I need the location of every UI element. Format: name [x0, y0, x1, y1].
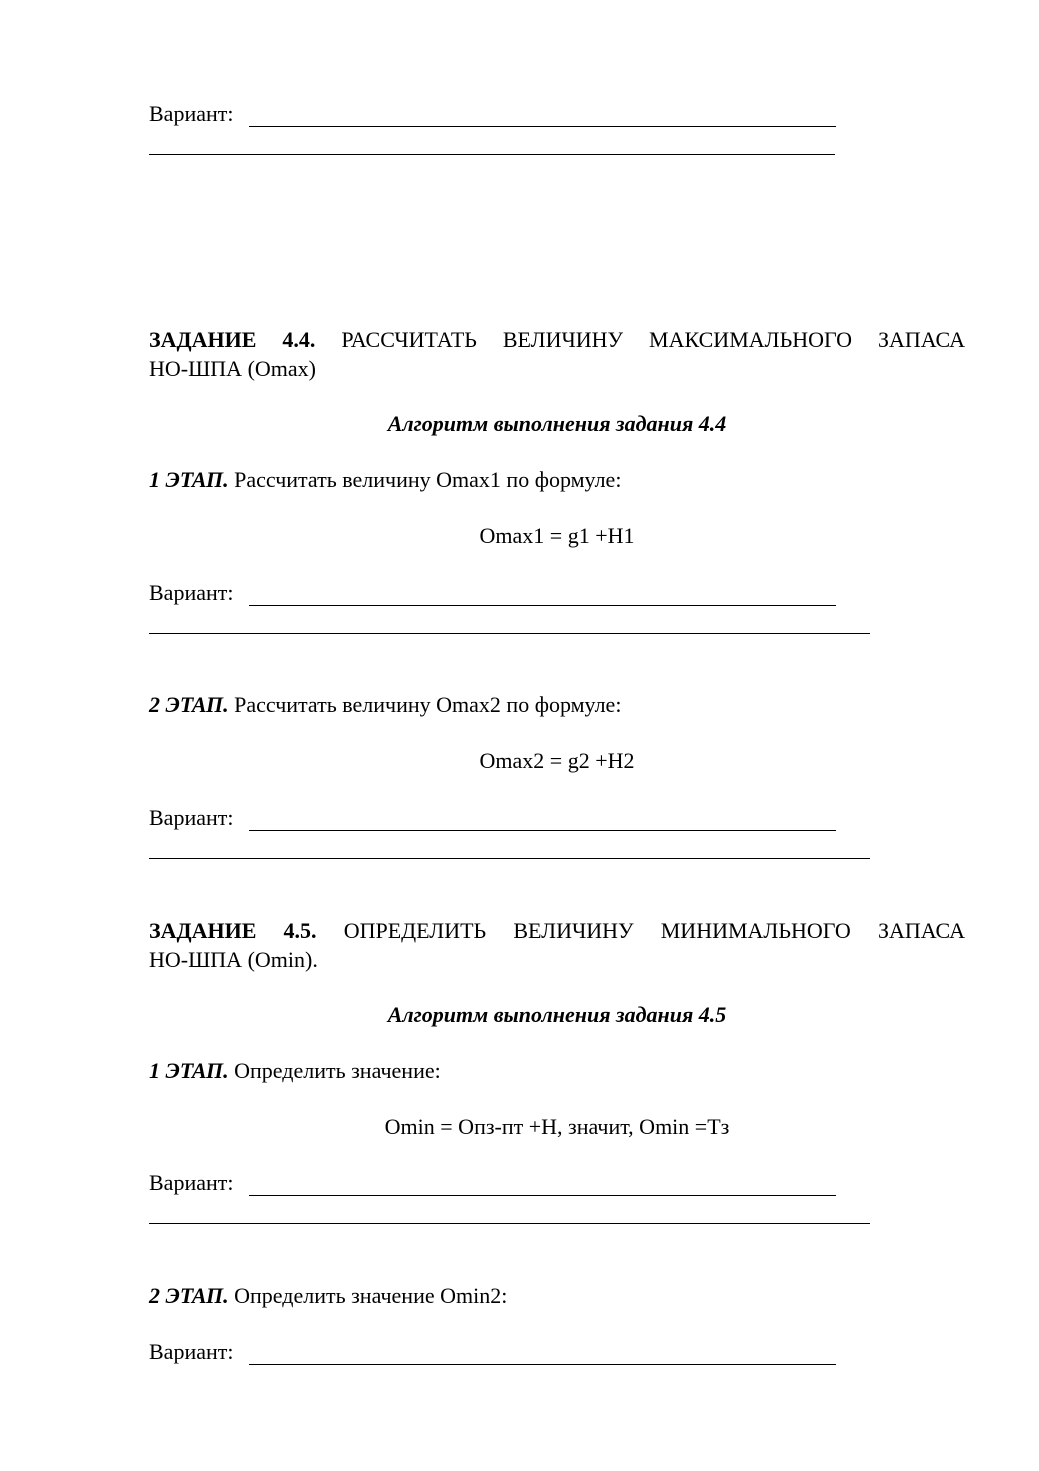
algorithm-title: Алгоритм выполнения задания 4.5	[387, 1002, 727, 1027]
stage-label: 1 ЭТАП.	[149, 467, 229, 492]
variant-label: Вариант:	[149, 805, 234, 830]
variant-answer-line[interactable]	[249, 1364, 836, 1365]
stage-label: 1 ЭТАП.	[149, 1058, 229, 1083]
formula-omin: Omin = Oпз-пт +H, значит, Omin =Tз	[384, 1114, 730, 1139]
stage-text: Определить значение:	[234, 1058, 441, 1083]
variant-label: Вариант:	[149, 580, 234, 605]
stage-1-line	[149, 467, 621, 493]
stage-2-line	[149, 692, 621, 718]
task-number: ЗАДАНИЕ 4.4.	[149, 327, 316, 352]
variant-answer-line[interactable]	[249, 126, 836, 127]
task-title-line1: РАССЧИТАТЬ ВЕЛИЧИНУ МАКСИМАЛЬНОГО ЗАПАСА	[341, 327, 966, 352]
algorithm-title: Алгоритм выполнения задания 4.4	[387, 411, 727, 436]
variant-answer-line-2[interactable]	[149, 633, 870, 634]
variant-label: Вариант:	[149, 1170, 234, 1195]
stage-text: Рассчитать величину Omax1 по формуле:	[234, 467, 622, 492]
variant-answer-line-2[interactable]	[149, 154, 835, 155]
stage-label: 2 ЭТАП.	[149, 692, 229, 717]
task-4-4-heading	[149, 325, 965, 383]
variant-answer-line-2[interactable]	[149, 1223, 870, 1224]
formula-omax2: Omax2 = g2 +H2	[479, 748, 635, 773]
formula-omax1: Omax1 = g1 +H1	[479, 523, 635, 548]
variant-answer-line[interactable]	[249, 605, 836, 606]
stage-text: Рассчитать величину Omax2 по формуле:	[234, 692, 622, 717]
task-number: ЗАДАНИЕ 4.5.	[149, 918, 317, 943]
task-title-line2: НО-ШПА (Omin).	[149, 947, 318, 972]
variant-answer-line-2[interactable]	[149, 858, 870, 859]
task-title-line1: ОПРЕДЕЛИТЬ ВЕЛИЧИНУ МИНИМАЛЬНОГО ЗАПАСА	[343, 918, 965, 943]
task-title-line2: НО-ШПА (Omax)	[149, 356, 316, 381]
variant-answer-line[interactable]	[249, 830, 836, 831]
task-4-5-heading	[149, 916, 965, 974]
stage-label: 2 ЭТАП.	[149, 1283, 229, 1308]
stage-1-line	[149, 1058, 441, 1084]
variant-answer-line[interactable]	[249, 1195, 836, 1196]
stage-2-line	[149, 1283, 507, 1309]
variant-label: Вариант:	[149, 1339, 234, 1364]
variant-label: Вариант:	[149, 101, 234, 126]
stage-text: Определить значение Omin2:	[234, 1283, 508, 1308]
